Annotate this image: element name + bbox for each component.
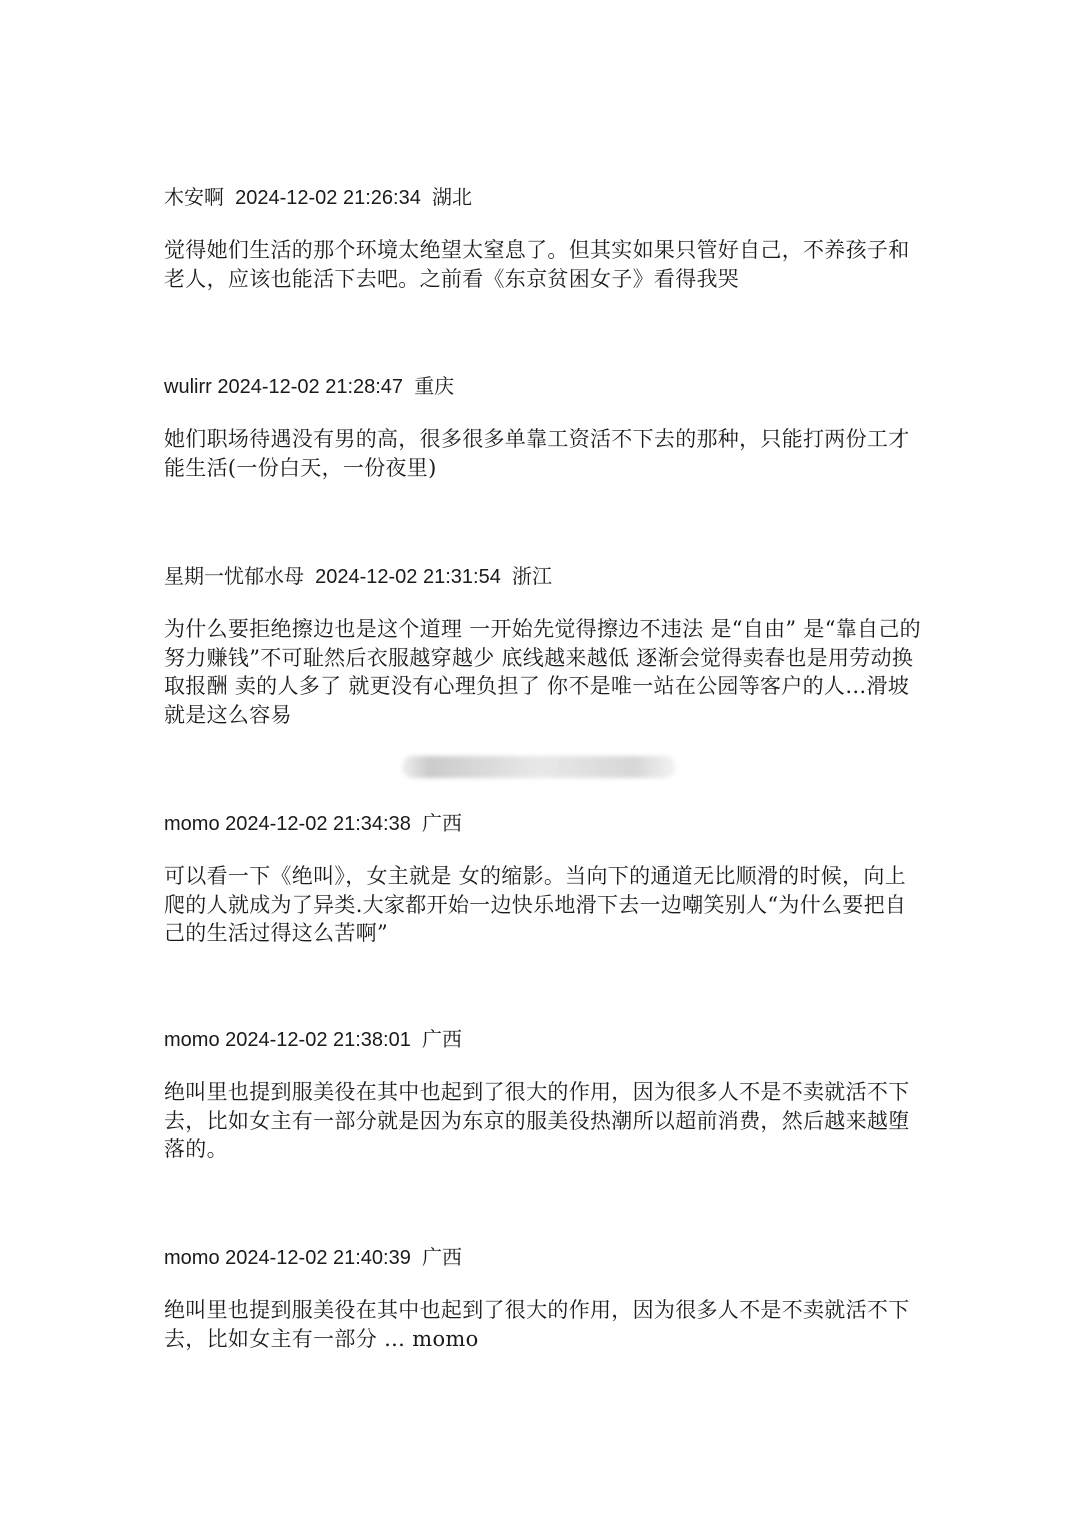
comment-meta xyxy=(164,184,924,212)
comment-item xyxy=(164,184,924,293)
comment-item xyxy=(164,563,924,729)
comment-text: 觉得她们生活的那个环境太绝望太窒息了。但其实如果只管好自己，不养孩子和老人，应该也能活下去吧。之前看《东京贫困女子》看得我哭 xyxy=(164,238,910,291)
comment-location: 重庆 xyxy=(414,376,455,398)
comment-location: 广西 xyxy=(421,813,462,835)
comment-user: momo xyxy=(164,813,220,835)
comment-user: 星期一忧郁水母 xyxy=(164,566,304,588)
comment-user: wulirr xyxy=(164,376,212,398)
comment-location: 浙江 xyxy=(511,566,552,588)
comment-user: momo xyxy=(164,1029,220,1051)
comment-location: 广西 xyxy=(421,1029,462,1051)
comment-text: 她们职场待遇没有男的高，很多很多单靠工资活不下去的那种，只能打两份工才能生活(一份白天，一份夜里) xyxy=(164,427,910,480)
comment-item xyxy=(164,810,924,948)
comment-item xyxy=(164,1244,924,1353)
comment-item xyxy=(164,373,924,482)
comment-meta xyxy=(164,563,924,591)
comment-time: 2024-12-02 21:31:54 xyxy=(315,566,501,588)
comment-text: 绝叫里也提到服美役在其中也起到了很大的作用，因为很多人不是不卖就活不下去，比如女主有一部分就是因为东京的服美役热潮所以超前消费，然后越来越堕落的。 xyxy=(164,1080,910,1161)
comment-time: 2024-12-02 21:38:01 xyxy=(225,1029,411,1051)
comment-time: 2024-12-02 21:34:38 xyxy=(225,813,411,835)
comment-meta xyxy=(164,810,924,838)
comment-item xyxy=(164,1026,924,1164)
comment-meta xyxy=(164,373,924,401)
blurred-watermark xyxy=(402,756,676,778)
comment-location: 湖北 xyxy=(431,187,472,209)
comment-meta xyxy=(164,1026,924,1054)
comment-location: 广西 xyxy=(421,1247,462,1269)
comment-user: 木安啊 xyxy=(164,187,224,209)
comment-time: 2024-12-02 21:28:47 xyxy=(217,376,404,398)
comment-meta xyxy=(164,1244,924,1272)
comment-text: 为什么要拒绝擦边也是这个道理 一开始先觉得擦边不违法 是“自由” 是“靠自己的努力赚钱”不可耻然后衣服越穿越少 底线越来越低 逐渐会觉得卖春也是用劳动换取报酬 卖的人多了 就更没有心理负担了 你不是唯一站在公园等客户的人…滑坡就是这么容易 xyxy=(164,617,921,727)
comment-text: 可以看一下《绝叫》，女主就是 女的缩影。当向下的通道无比顺滑的时候，向上爬的人就成为了异类.大家都开始一边快乐地滑下去一边嘲笑别人“为什么要把自己的生活过得这么苦啊” xyxy=(164,864,907,945)
comment-text: 绝叫里也提到服美役在其中也起到了很大的作用，因为很多人不是不卖就活不下去，比如女主有一部分 … momo xyxy=(164,1298,910,1351)
comment-user: momo xyxy=(164,1247,220,1269)
comment-time: 2024-12-02 21:40:39 xyxy=(225,1247,411,1269)
comment-time: 2024-12-02 21:26:34 xyxy=(235,187,421,209)
